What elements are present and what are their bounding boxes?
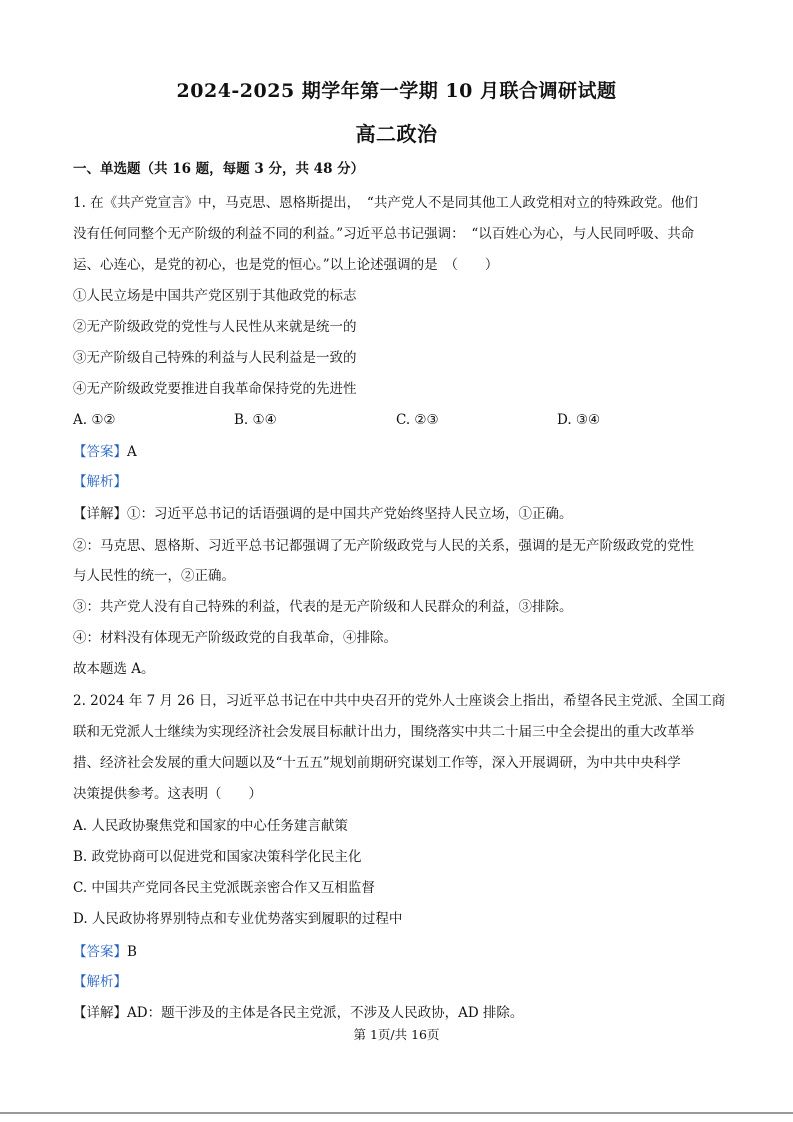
q1-analysis-label: 【解析】 [73,474,127,490]
q2-analysis-label: 【解析】 [73,974,127,990]
q1-statement-2: ②无产阶级政党的党性与人民性从来就是统一的 [73,319,357,335]
q1-option-c: C. ②③ [396,412,439,428]
q2-answer [73,943,729,961]
q2-option-d: D. 人民政协将界别特点和专业优势落实到履职的过程中 [73,911,403,927]
q1-option-b: B. ①④ [234,412,277,428]
q1-detail-line-4: ③：共产党人没有自己特殊的利益，代表的是无产阶级和人民群众的利益，③排除。 [73,599,573,615]
q2-stem-line-1: 2. 2024 年 7 月 26 日，习近平总书记在中共中央召开的党外人士座谈会上指出，希望各民主党派、全国工商 [73,693,726,709]
q1-detail-line-6: 故本题选 A。 [73,661,155,677]
subject-title: 高二政治 [355,122,438,146]
q1-detail-text-1: ①：习近平总书记的话语强调的是中国共产党始终坚持人民立场，①正确。 [127,506,573,522]
q1-detail-line-3: 与人民性的统一，②正确。 [73,568,235,584]
q1-detail-line-1 [73,505,729,523]
q1-detail-line-5: ④：材料没有体现无产阶级政党的自我革命，④排除。 [73,630,397,646]
q1-answer-label: 【答案】 [73,444,127,460]
q1-stem-line-1: 1. 在《共产党宣言》中，马克思、恩格斯提出， “共产党人不是同其他工人政党相对立的特殊政党。他们 [73,195,698,211]
q1-option-a: A. ①② [73,412,116,428]
exam-title: 2024-2025 期学年第一学期 10 月联合调研试题 [176,80,617,102]
q2-stem-line-3: 措、经济社会发展的重大问题以及“十五五”规划前期研究谋划工作等，深入开展调研，为中共中央科学 [73,755,681,771]
q2-option-c: C. 中国共产党同各民主党派既亲密合作又互相监督 [73,880,375,896]
q1-statement-3: ③无产阶级自己特殊的利益与人民利益是一致的 [73,350,357,366]
q1-statement-1: ①人民立场是中国共产党区别于其他政党的标志 [73,288,357,304]
q1-stem-line-2: 没有任何同整个无产阶级的利益不同的利益。”习近平总书记强调： “以百姓心为心，与人民同呼吸、共命 [73,226,695,242]
bottom-divider [0,1112,793,1114]
q1-option-d: D. ③④ [557,412,601,428]
q2-detail-line-1 [73,1004,729,1022]
q2-answer-value: B [127,944,137,960]
page-footer: 第 1页/共 16页 [353,1027,440,1042]
q1-answer-value: A [127,444,137,460]
section-heading: 一、单选题（共 16 题，每题 3 分，共 48 分） [73,161,365,177]
q2-option-a: A. 人民政协聚焦党和国家的中心任务建言献策 [73,818,348,834]
q2-detail-label: 【详解】 [73,1005,127,1021]
q1-stem-line-3: 运、心连心，是党的初心，也是党的恒心。”以上论述强调的是 （ ） [73,257,499,273]
q1-detail-label: 【详解】 [73,506,127,522]
q2-detail-text: AD：题干涉及的主体是各民主党派，不涉及人民政协，AD 排除。 [127,1005,524,1021]
q1-statement-4: ④无产阶级政党要推进自我革命保持党的先进性 [73,381,357,397]
q2-stem-line-4: 决策提供参考。这表明（ ） [73,786,262,802]
q1-answer [73,443,729,461]
q1-detail-line-2: ②：马克思、恩格斯、习近平总书记都强调了无产阶级政党与人民的关系，强调的是无产阶级政党的党性 [73,538,694,554]
q2-answer-label: 【答案】 [73,944,127,960]
q2-option-b: B. 政党协商可以促进党和国家决策科学化民主化 [73,849,362,865]
q2-stem-line-2: 联和无党派人士继续为实现经济社会发展目标献计出力，围绕落实中共二十届三中全会提出的重大改革举 [73,724,694,740]
